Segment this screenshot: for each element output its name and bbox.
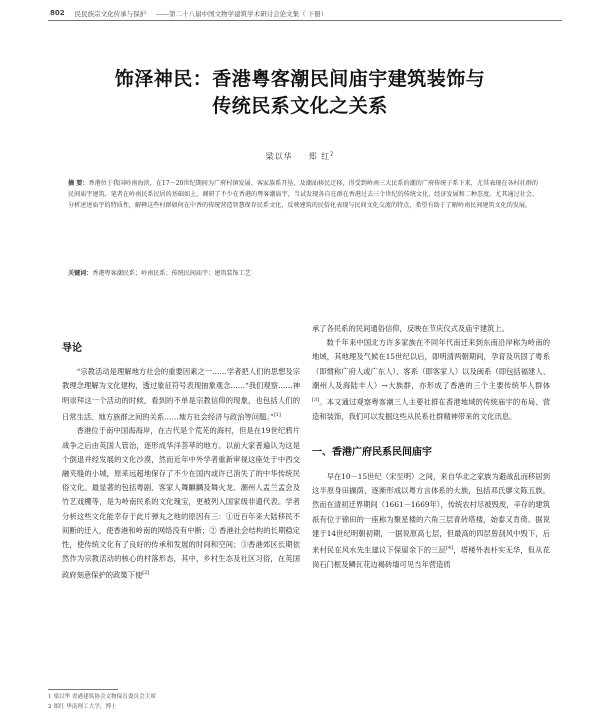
continued-paragraph: 承了各民系的民间通俗信仰，反映在节庆仪式及庙宇建筑上。 <box>312 324 510 333</box>
left-column <box>62 322 300 583</box>
title-line-2: 传统民系文化之关系 <box>212 95 388 117</box>
authors <box>150 151 450 162</box>
author-1: 梁以华 <box>265 152 293 161</box>
footnote-1: 1 梁以华 香港建筑协会文物保育委员会主席 <box>48 694 156 700</box>
author-2: 郑 红 <box>308 152 331 161</box>
paragraph-guangfu: 早在10－15世纪（宋至明）之间，来自华北之家族为避战乱而移居到这半原身田撷荫，逐渐形成以粤方言体系的大族，包括邓氏廖文陈五族，然而在清初迁界期间（1661－1669年），传统农村尽被毁废，辛存的建筑祇有位于锦田的一座称为聚星楼的六角三层青砖塔楼，始泰又肯倚。据说建于14世纪明朝初期，一据说原高七层，但最高的四层曾刮风中毁下，后来村民在风水先生建议下保留余下的三层[4]，塔楼外表朴实无华，但从花岗石门框及鳞瓦花边褐砖墙可见当年营造质 <box>312 472 551 569</box>
citation: [3] <box>312 397 320 404</box>
section-heading-intro: 导论 <box>62 343 82 354</box>
journal-name: 民民族宗文化传承与保护 <box>74 9 147 18</box>
running-header <box>50 6 560 20</box>
abstract <box>68 178 538 212</box>
citation: [4] <box>446 545 454 552</box>
page-number: 802 <box>50 9 65 17</box>
intro-paragraph-1: “宗教活动是理解地方社会的重要因素之一……学者把人们的思想及宗教理念理解为文化建构，透过象征符号表现抽象观念……“我们观察……神明崇拜这一个活动的时候，看到的不单是宗教信仰的现象，也包括人们的日常生活、地方族群之间的关系……地方社会经济与政治等问题。”[1] <box>62 367 300 422</box>
article-title <box>60 66 540 120</box>
title-line-1: 饰泽神民：香港粤客潮民间庙宇建筑装饰与 <box>114 68 486 90</box>
keywords-label: 关键词： <box>68 270 93 277</box>
keywords <box>68 269 538 279</box>
keywords-text: 香港粤客潮民系；岭南民系；传统民间庙宇；建筑装饰工艺 <box>92 270 251 277</box>
footnote-2: 2 郑红 华南理工大学，博士 <box>48 703 117 710</box>
citation: [2] <box>142 570 150 577</box>
abstract-label: 摘 要： <box>68 180 89 187</box>
paragraph-minxi: 数千年来中国北方许多家族在不同年代南迁来到东南沿岸称为岭南的地域，其地理及气候在15世纪以后，即明清两朝期间，孕育及巩固了粤系（即惯称广府人或广东人）、客系（即客家人）以及闽系（即包括福建人、潮州人及海陆丰人）→大族群，亦形成了香港的三个主要传统华人群体[3]。本文通过观察粤客潮三人主要社群在香港地域的传统庙宇的布局、营造和装饰，我们可以发掘这些从民系社群精神带来的文化讯息。 <box>312 338 550 421</box>
series-name: ——第二十八届中国文物学建筑学术研讨会论文集（ 下册） <box>156 9 328 18</box>
header-rule <box>48 20 562 21</box>
footnote-rule <box>48 689 118 690</box>
right-column <box>312 322 550 572</box>
author-2-affiliation: 2 <box>330 151 335 158</box>
intro-paragraph-2: 香港位于南中国海海岸，在古代是个荒芜的海村，但是在19世纪鸦片战争之后由英国人管治，逐形成华洋荟萃的地方。以前大家普遍认为这是个倒退并经发展的文化沙漠，然而近年中外学者重新审视这座处于中西交融夹缝的小城，原来远超地保存了不少在国内或许已消失了的中华传统民俗文化。最显著的包括粤剧、客家人舞麒麟及舞火龙、潮州人盂兰孟会及竹艺戏棚等，是为岭南民系的文化瑰宝，更被列入国家级非遗代表。学者分析这些文化能幸存于此片弹丸之地的原因有三：①近百年来大陆移民不间断的迁入，使香港和岭南的网络没有中断；② 香港社会结构的长期稳定性，使传统文化有了良好的传承和发展的时间和空间；③香港郊区长期依然作为宗教活动的核心的村落形态，其中，乡村生态及社区习俗，在英国政府刻意保护的政策下使[2] <box>62 426 300 580</box>
section-heading-1: 一、香港广府民系民间庙宇 <box>312 446 432 458</box>
citation: [1] <box>273 411 281 418</box>
footnotes <box>48 693 348 712</box>
abstract-text: 香港位于我国岭南海滨，在17－20世纪期间为广府村镇发展、客家族系开垦、及潮汕移民迁移，得受到岭南三大民系的潮的广府传统子系下来，尤其表现在各村社群的民间庙宇建筑。笔者在岭南民系民居的基础如上，调研了不少在香港的粤客潮庙宇，当试发现各自在群在香港过去三个世纪的传统文化，经济发展和二种态度。尤其通过社会、分析述述庙宇的特质性，解释这些村群如何在中香的传统营造智慧保存民系文化，反映建筑的民俗化表现与民间文化交流的特点，希望有助于了解岭南民间建筑文化的发展。 <box>68 180 538 210</box>
